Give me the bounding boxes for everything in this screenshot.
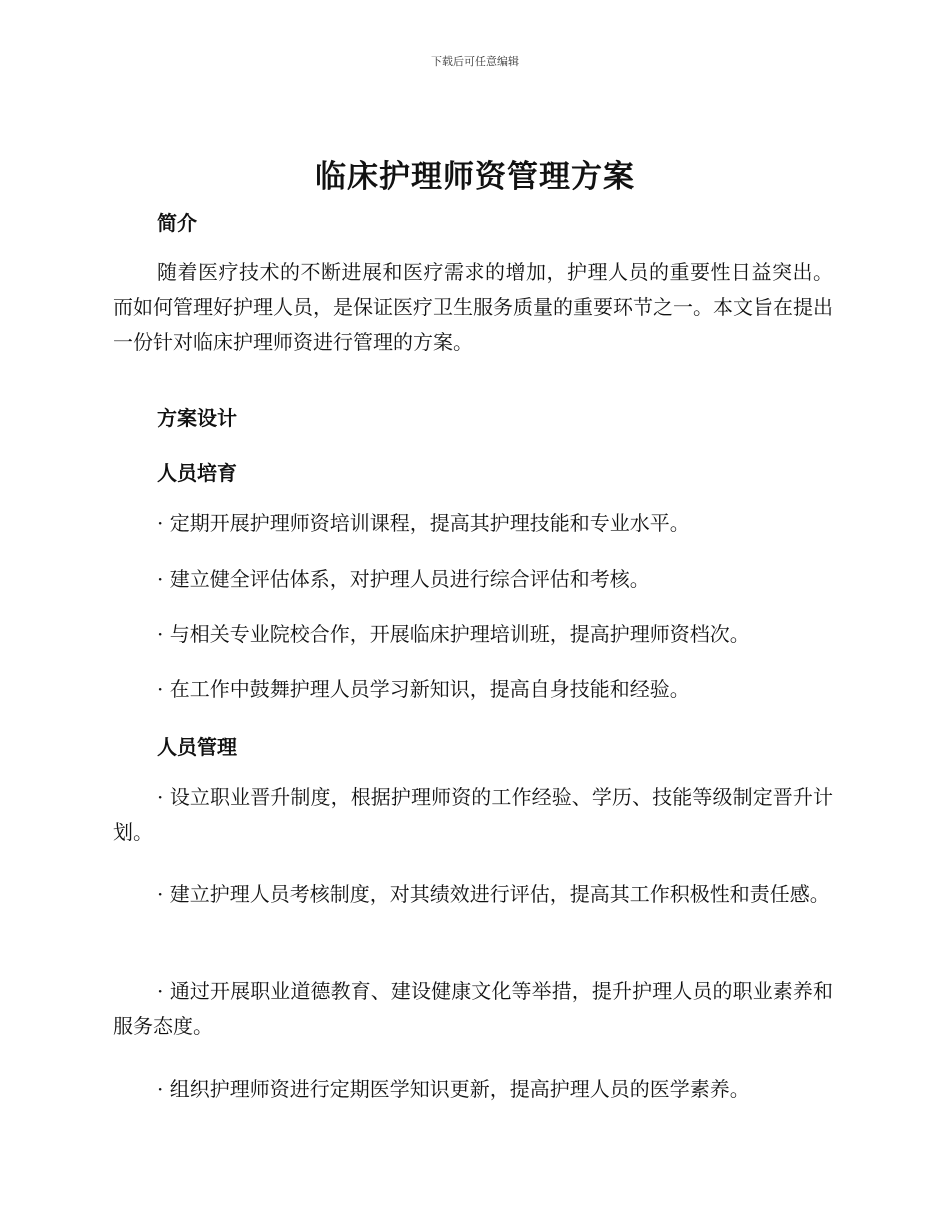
training-bullet-3: · 与相关专业院校合作，开展临床护理培训班，提高护理师资档次。: [157, 622, 750, 646]
training-bullet-4: · 在工作中鼓舞护理人员学习新知识，提高自身技能和经验。: [157, 677, 690, 701]
page-header-note: 下载后可任意编辑: [431, 55, 519, 68]
section-heading-intro: 简介: [157, 211, 197, 235]
section-heading-training: 人员培育: [157, 461, 237, 485]
training-bullet-2: · 建立健全评估体系，对护理人员进行综合评估和考核。: [157, 567, 650, 591]
document-title: 临床护理师资管理方案: [315, 159, 635, 195]
management-bullet-4: · 组织护理师资进行定期医学知识更新，提高护理人员的医学素养。: [157, 1077, 750, 1101]
intro-paragraph: 随着医疗技术的不断进展和医疗需求的增加，护理人员的重要性日益突出。而如何管理好护理人员，是保证医疗卫生服务质量的重要环节之一。本文旨在提出一份针对临床护理师资进行管理的方案。: [113, 260, 833, 354]
section-heading-management: 人员管理: [157, 735, 237, 759]
section-heading-design: 方案设计: [157, 406, 237, 430]
management-bullet-1: · 设立职业晋升制度，根据护理师资的工作经验、学历、技能等级制定晋升计划。: [113, 785, 833, 844]
training-bullet-1: · 定期开展护理师资培训课程，提高其护理技能和专业水平。: [157, 511, 690, 535]
management-bullet-3: · 通过开展职业道德教育、建设健康文化等举措，提升护理人员的职业素养和服务态度。: [113, 979, 833, 1038]
management-bullet-2: · 建立护理人员考核制度，对其绩效进行评估，提高其工作积极性和责任感。: [157, 882, 830, 906]
